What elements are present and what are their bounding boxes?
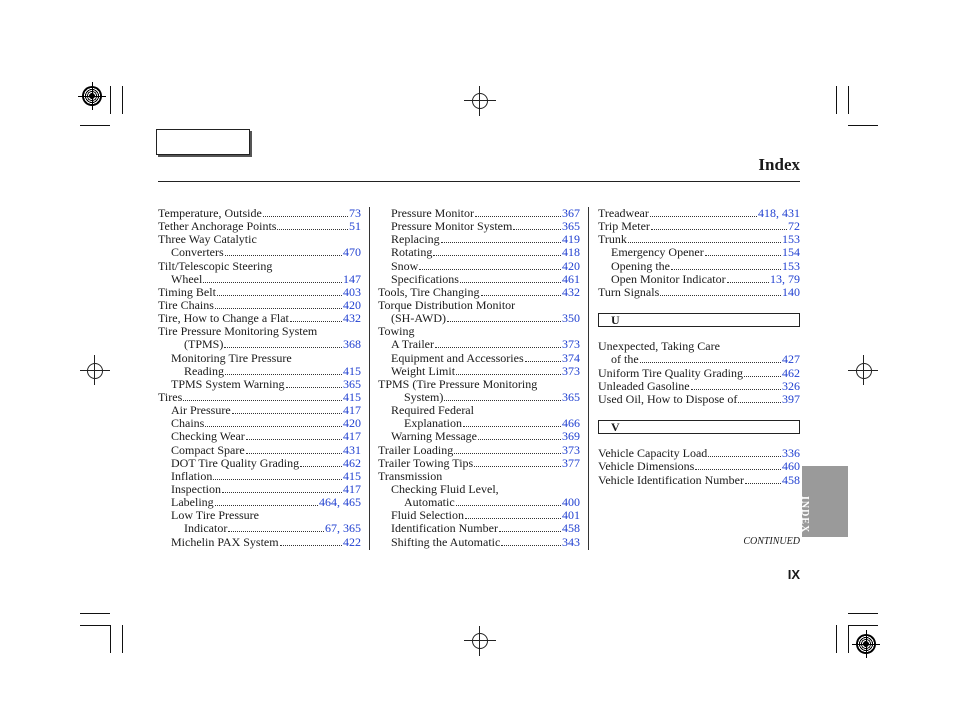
index-entry: [378, 522, 580, 535]
dot-leader: [205, 426, 342, 427]
dot-leader: [183, 400, 342, 401]
index-entry: [598, 246, 800, 259]
entry-term: TPMS (Tire Pressure Monitoring: [378, 376, 538, 391]
page-link[interactable]: 458: [562, 521, 580, 536]
page-link[interactable]: 326: [782, 378, 800, 393]
entry-term: Tire, How to Change a Flat: [158, 311, 289, 326]
entry-term: Weight Limit: [391, 363, 456, 378]
index-entry: [378, 444, 580, 457]
spacer: [598, 299, 800, 312]
dot-leader: [691, 389, 781, 390]
index-entry: [378, 457, 580, 470]
section-side-tab[interactable]: [799, 466, 848, 537]
entry-term: Torque Distribution Monitor: [378, 297, 516, 312]
page-link[interactable]: 415: [343, 363, 361, 378]
side-tab-label: INDEX: [799, 496, 810, 534]
page-link[interactable]: 72: [788, 219, 800, 234]
page-link[interactable]: 419: [562, 232, 580, 247]
dot-leader: [441, 242, 561, 243]
index-entry: [598, 367, 800, 380]
column-divider: [369, 207, 370, 550]
dot-leader: [246, 439, 342, 440]
dot-leader: [478, 439, 561, 440]
index-entry: [378, 246, 580, 259]
page-link[interactable]: 350: [562, 311, 580, 326]
entry-term: Tether Anchorage Points: [158, 219, 277, 234]
page-link[interactable]: 51: [349, 219, 361, 234]
page-link[interactable]: 373: [562, 363, 580, 378]
dot-leader: [640, 362, 781, 363]
dot-leader: [499, 531, 561, 532]
index-entry: [378, 338, 580, 351]
page-number: IX: [787, 567, 800, 582]
page-link[interactable]: 420: [562, 258, 580, 273]
entry-term: Unleaded Gasoline: [598, 378, 690, 393]
entry-term: Transmission: [378, 468, 443, 483]
entry-term: Indicator: [184, 521, 228, 536]
entry-term: Converters: [171, 245, 224, 260]
index-entry: [158, 338, 361, 351]
entry-term: (SH-AWD): [391, 311, 447, 326]
entry-term: Replacing: [391, 232, 440, 247]
page-link[interactable]: 154: [782, 245, 800, 260]
page-link[interactable]: 415: [343, 389, 361, 404]
entry-term: Turn Signals: [598, 284, 660, 299]
page-link[interactable]: 373: [562, 337, 580, 352]
page-link[interactable]: 466: [562, 416, 580, 431]
entry-term: Snow: [391, 258, 419, 273]
page-link[interactable]: 67, 365: [325, 521, 361, 536]
index-column-1: [158, 207, 361, 549]
page-link[interactable]: 420: [343, 416, 361, 431]
entry-term: Equipment and Accessories: [391, 350, 524, 365]
index-entry: [158, 273, 361, 286]
entry-term: Reading: [184, 363, 224, 378]
entry-term: Trip Meter: [598, 219, 650, 234]
page-link[interactable]: 343: [562, 534, 580, 549]
dot-leader: [708, 456, 781, 457]
page-link[interactable]: 373: [562, 442, 580, 457]
dot-leader: [433, 255, 561, 256]
dot-leader: [286, 387, 343, 388]
dot-leader: [246, 453, 342, 454]
page-link[interactable]: 365: [343, 376, 361, 391]
page-link[interactable]: 422: [343, 534, 361, 549]
index-entry: [598, 260, 800, 273]
index-entry: [598, 220, 800, 233]
entry-term: Trailer Loading: [378, 442, 454, 457]
page-link[interactable]: 153: [782, 232, 800, 247]
entry-term: Uniform Tire Quality Grading: [598, 365, 743, 380]
page-link[interactable]: 377: [562, 455, 580, 470]
dot-leader: [203, 282, 342, 283]
page-link[interactable]: 13, 79: [770, 271, 800, 286]
letter-heading: V: [598, 420, 800, 434]
entry-term: Compact Spare: [171, 442, 245, 457]
entry-term: Emergency Opener: [611, 245, 704, 260]
dot-leader: [705, 255, 781, 256]
continued-label: CONTINUED: [743, 536, 800, 547]
entry-term: System): [404, 389, 444, 404]
page-link[interactable]: 470: [343, 245, 361, 260]
index-entry: [598, 380, 800, 393]
entry-term: Tools, Tire Changing: [378, 284, 480, 299]
index-entry: [378, 378, 580, 391]
index-entry: [378, 365, 580, 378]
dot-leader: [456, 505, 561, 506]
page-link[interactable]: 374: [562, 350, 580, 365]
dot-leader: [463, 426, 561, 427]
index-entry: [598, 273, 800, 286]
page-link[interactable]: 140: [782, 284, 800, 299]
page-link[interactable]: 147: [343, 271, 361, 286]
index-column-3: [598, 207, 800, 487]
dot-leader: [475, 216, 561, 217]
page-link[interactable]: 458: [782, 472, 800, 487]
index-entry: [158, 522, 361, 535]
dot-leader: [481, 295, 561, 296]
entry-term: Required Federal: [391, 403, 474, 418]
dot-leader: [465, 518, 561, 519]
dot-leader: [225, 374, 342, 375]
dot-leader: [671, 269, 781, 270]
dot-leader: [435, 347, 561, 348]
entry-term: Tire Chains: [158, 297, 214, 312]
page-link[interactable]: 420: [343, 297, 361, 312]
page-link[interactable]: 464, 465: [319, 495, 361, 510]
entry-term: Tires: [158, 389, 183, 404]
index-entry: [158, 286, 361, 299]
entry-term: Trunk: [598, 232, 627, 247]
entry-term: Treadwear: [598, 206, 649, 220]
header-tab-box: [156, 129, 250, 155]
dot-leader: [513, 229, 561, 230]
entry-term: Temperature, Outside: [158, 206, 262, 220]
index-entry: [158, 457, 361, 470]
index-entry: [598, 286, 800, 299]
entry-term: Rotating: [391, 245, 433, 260]
dot-leader: [454, 453, 561, 454]
dot-leader: [419, 269, 561, 270]
entry-term: Shifting the Automatic: [391, 534, 501, 549]
page-link[interactable]: 403: [343, 284, 361, 299]
entry-term: Chains: [171, 416, 205, 431]
index-entry: [378, 260, 580, 273]
page-link[interactable]: 418, 431: [758, 206, 800, 220]
index-entry: [598, 353, 800, 366]
dot-leader: [222, 492, 342, 493]
page-link[interactable]: 401: [562, 508, 580, 523]
dot-leader: [660, 295, 781, 296]
entry-term: Unexpected, Taking Care: [598, 339, 720, 354]
entry-term: Opening the: [611, 258, 670, 273]
entry-term: Used Oil, How to Dispose of: [598, 391, 738, 406]
entry-term: Vehicle Identification Number: [598, 472, 744, 487]
entry-term: Pressure Monitor System: [391, 219, 513, 234]
page-link[interactable]: 461: [562, 271, 580, 286]
entry-term: Tire Pressure Monitoring System: [158, 324, 318, 339]
index-column-2: [378, 207, 580, 549]
entry-term: Pressure Monitor: [391, 206, 474, 220]
dot-leader: [224, 347, 342, 348]
entry-term: Automatic: [404, 495, 455, 510]
entry-term: (TPMS): [184, 337, 224, 352]
dot-leader: [744, 376, 781, 377]
dot-leader: [745, 483, 781, 484]
page-link[interactable]: 432: [343, 311, 361, 326]
entry-term: Open Monitor Indicator: [611, 271, 726, 286]
entry-term: Vehicle Capacity Load: [598, 446, 708, 461]
entry-term: TPMS System Warning: [171, 376, 285, 391]
index-entry: [158, 365, 361, 378]
page-link[interactable]: 367: [562, 206, 580, 220]
dot-leader: [300, 466, 342, 467]
dot-leader: [277, 229, 348, 230]
dot-leader: [444, 400, 561, 401]
entry-term: Inspection: [171, 481, 221, 496]
page-link[interactable]: 417: [343, 403, 361, 418]
index-entry: [378, 430, 580, 443]
column-divider: [588, 207, 589, 550]
page-link[interactable]: 417: [343, 429, 361, 444]
entry-term: Trailer Towing Tips: [378, 455, 474, 470]
page-link[interactable]: 397: [782, 391, 800, 406]
page-link[interactable]: 400: [562, 495, 580, 510]
dot-leader: [628, 242, 781, 243]
dot-leader: [213, 479, 342, 480]
entry-term: Air Pressure: [171, 403, 231, 418]
dot-leader: [447, 321, 561, 322]
page-link[interactable]: 427: [782, 352, 800, 367]
dot-leader: [738, 402, 781, 403]
entry-term: Warning Message: [391, 429, 478, 444]
entry-term: Specifications: [391, 271, 459, 286]
entry-term: A Trailer: [391, 337, 435, 352]
index-entry: [158, 430, 361, 443]
index-entry: [598, 460, 800, 473]
dot-leader: [727, 282, 769, 283]
page-link[interactable]: 368: [343, 337, 361, 352]
page-link[interactable]: 336: [782, 446, 800, 461]
index-entry: [378, 536, 580, 549]
index-entry: [598, 474, 800, 487]
entry-term: Low Tire Pressure: [171, 508, 260, 523]
dot-leader: [456, 374, 561, 375]
entry-term: Tilt/Telescopic Steering: [158, 258, 273, 273]
page-link[interactable]: 418: [562, 245, 580, 260]
index-entry: [158, 352, 361, 365]
index-entry: [158, 470, 361, 483]
dot-leader: [232, 413, 342, 414]
index-entry: [378, 273, 580, 286]
entry-term: Explanation: [404, 416, 462, 431]
entry-term: DOT Tire Quality Grading: [171, 455, 300, 470]
index-entry: [378, 352, 580, 365]
page-link[interactable]: 365: [562, 219, 580, 234]
dot-leader: [280, 545, 342, 546]
dot-leader: [228, 531, 324, 532]
index-entry: [598, 393, 800, 406]
header-rule: [158, 181, 800, 182]
dot-leader: [215, 505, 318, 506]
dot-leader: [695, 469, 781, 470]
entry-term: Monitoring Tire Pressure: [171, 350, 292, 365]
page-link[interactable]: 417: [343, 481, 361, 496]
entry-term: Identification Number: [391, 521, 498, 536]
page-title: Index: [758, 155, 800, 174]
entry-term: Three Way Catalytic: [158, 232, 257, 247]
dot-leader: [650, 216, 757, 217]
entry-term: Checking Fluid Level,: [391, 481, 499, 496]
entry-term: Vehicle Dimensions: [598, 459, 695, 474]
entry-term: Wheel: [171, 271, 203, 286]
entry-term: Labeling: [171, 495, 214, 510]
index-entry: [158, 246, 361, 259]
entry-term: of the: [611, 352, 639, 367]
dot-leader: [474, 466, 561, 467]
dot-leader: [290, 321, 342, 322]
entry-term: Timing Belt: [158, 284, 216, 299]
letter-heading: U: [598, 313, 800, 327]
dot-leader: [217, 295, 342, 296]
index-entry: [378, 470, 580, 483]
dot-leader: [651, 229, 787, 230]
dot-leader: [525, 361, 561, 362]
index-entry: [158, 378, 361, 391]
index-entry: [378, 286, 580, 299]
page-link[interactable]: 415: [343, 468, 361, 483]
page-link[interactable]: 153: [782, 258, 800, 273]
page-link[interactable]: 462: [782, 365, 800, 380]
page-link[interactable]: 73: [349, 206, 361, 220]
entry-term: Towing: [378, 324, 415, 339]
page-link[interactable]: 365: [562, 389, 580, 404]
entry-term: Checking Wear: [171, 429, 245, 444]
index-entry: [158, 260, 361, 273]
index-entry: [158, 536, 361, 549]
dot-leader: [501, 545, 561, 546]
entry-term: Inflation: [171, 468, 213, 483]
dot-leader: [460, 282, 561, 283]
page-link[interactable]: 462: [343, 455, 361, 470]
page-link[interactable]: 431: [343, 442, 361, 457]
page-link[interactable]: 369: [562, 429, 580, 444]
entry-term: Fluid Selection: [391, 508, 464, 523]
dot-leader: [263, 216, 348, 217]
page-link[interactable]: 460: [782, 459, 800, 474]
dot-leader: [225, 255, 342, 256]
dot-leader: [215, 308, 342, 309]
page-link[interactable]: 432: [562, 284, 580, 299]
entry-term: Michelin PAX System: [171, 534, 279, 549]
spacer: [598, 406, 800, 419]
index-entry: [158, 444, 361, 457]
